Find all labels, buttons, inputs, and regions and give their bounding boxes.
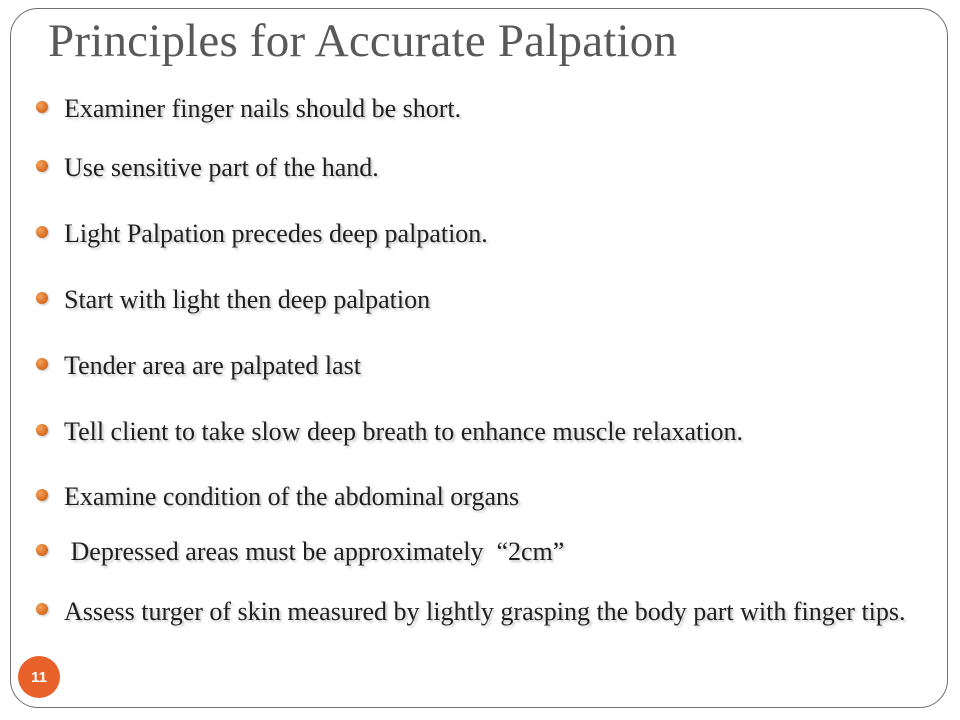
page-number-badge: 11 (18, 656, 60, 698)
bullet-item (36, 470, 926, 524)
bullet-text: Assess turger of skin measured by lightly grasping the body part with finger tips. (64, 597, 906, 626)
bullet-item (36, 141, 926, 195)
bullet-dot-icon (36, 358, 48, 370)
bullet-dot-icon (36, 424, 48, 436)
bullet-dot-icon (36, 489, 48, 501)
bullet-text: Examiner finger nails should be short. (64, 94, 462, 123)
bullet-dot-icon (36, 603, 48, 615)
bullet-item (36, 525, 926, 579)
bullet-item (36, 273, 926, 327)
bullet-text: Examine condition of the abdominal organs (64, 482, 520, 511)
bullet-dot-icon (36, 544, 48, 556)
bullet-dot-icon (36, 160, 48, 172)
bullet-dot-icon (36, 226, 48, 238)
bullet-text: Depressed areas must be approximately “2cm” (64, 537, 565, 566)
bullet-item (36, 207, 926, 261)
bullet-text: Light Palpation precedes deep palpation. (64, 219, 488, 248)
bullet-text: Tender area are palpated last (64, 351, 361, 380)
bullet-item (36, 339, 926, 393)
bullet-dot-icon (36, 292, 48, 304)
bullet-text: Use sensitive part of the hand. (64, 153, 379, 182)
bullet-text: Tell client to take slow deep breath to enhance muscle relaxation. (64, 417, 743, 446)
slide-title: Principles for Accurate Palpation (48, 15, 678, 67)
bullet-item (36, 405, 926, 459)
bullet-text: Start with light then deep palpation (64, 285, 431, 314)
bullet-item (36, 82, 926, 136)
bullet-item (36, 584, 926, 640)
bullet-dot-icon (36, 101, 48, 113)
